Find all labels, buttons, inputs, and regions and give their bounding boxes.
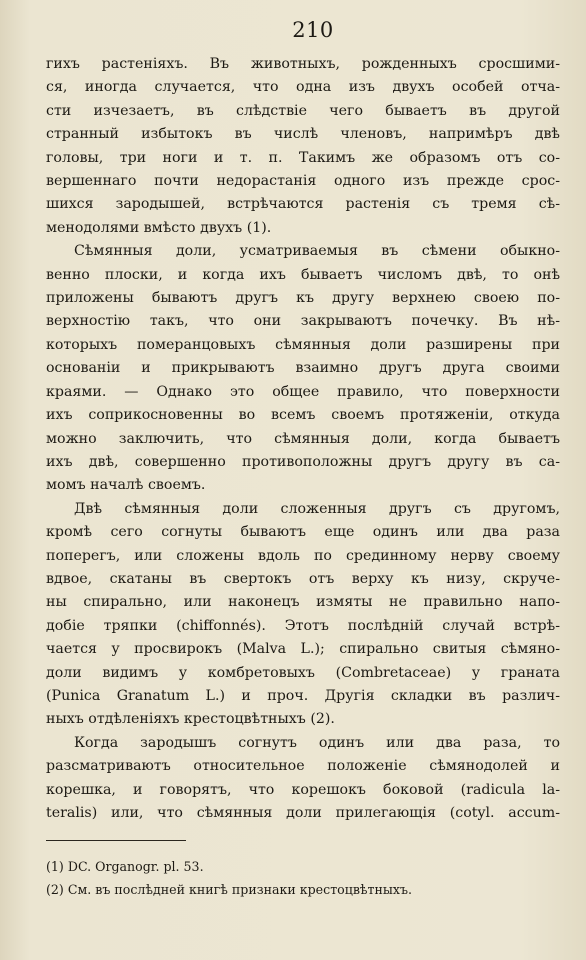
text-line: ся, иногда случается, что одна изъ двухъ особей отча- [46,79,560,96]
text-line: краями. — Однако это общее правило, что поверхности [46,383,560,400]
paragraph-4 [46,732,560,826]
text-line: Двѣ сѣмянныя доли сложенныя другъ съ другомъ, [74,500,560,517]
text-line: можно заключить, что сѣмянныя доли, когда бываетъ [46,430,560,447]
footnotes [46,855,560,901]
text-line: которыхъ померанцовыхъ сѣмянныя доли разширены при [46,336,560,353]
text-line: вдвое, скатаны въ свертокъ отъ верху къ низу, скруче- [46,570,560,587]
text-line: приложены бываютъ другъ къ другу верхнею своею по- [46,290,560,307]
text-line: (Punica Granatum L.) и проч. Другія складки въ различ- [46,687,560,704]
text-line: Сѣмянныя доли, усматриваемыя въ сѣмени обыкно- [74,243,560,260]
text-line: основаніи и прикрываютъ взаимно другъ друга своими [46,360,560,377]
text-line: гихъ растеніяхъ. Въ животныхъ, рожденныхъ сросшими- [46,56,560,72]
text-line: чается у просвирокъ (Malva L.); спирально свитыя сѣмяно- [46,641,560,658]
footnote-divider [46,840,186,841]
paragraph-1 [46,53,560,240]
text-line: Когда зародышъ согнутъ одинъ или два раза, то [74,734,560,751]
text-line: странный избытокъ въ числѣ членовъ, напримѣръ двѣ [46,126,560,143]
text-line: ны спирально, или наконецъ измяты не правильно напо- [46,594,560,611]
text-line: поперегъ, или сложены вдоль по срединному нерву своему [46,547,560,564]
page-number: 210 [292,18,334,42]
text-line: корешка, и говорятъ, что корешокъ боковой (radicula la- [46,781,560,798]
text-line: доли видимъ у комбретовыхъ (Combretaceae) у граната [46,664,560,681]
text-line: кромѣ сего согнуты бываютъ еще одинъ или два раза [46,524,560,541]
body-text [46,53,560,825]
text-line: верхностію такъ, что они закрываютъ почечку. Въ нѣ- [46,313,560,330]
text-line: teralis) или, что сѣмянныя доли прилегающія (cotyl. accum- [46,805,560,821]
text-line: добіе тряпки (chiffonnés). Этотъ послѣдній случай встрѣ- [46,617,560,634]
paragraph-3 [46,498,560,732]
text-line: ихъ двѣ, совершенно противоположны другъ другу въ са- [46,453,560,470]
footnote-1: (1) DC. Organogr. pl. 53. [46,859,204,875]
text-line: вершеннаго почти недорастанія одного изъ прежде срос- [46,173,560,190]
text-line: менодолями вмѣсто двухъ (1). [46,219,272,236]
text-line: сти изчезаетъ, въ слѣдствіе чего бываетъ въ другой [46,102,560,119]
text-line: ихъ соприкосновенны во всемъ своемъ протяженіи, откуда [46,407,560,424]
text-line: момъ началѣ своемъ. [46,477,206,494]
text-line: головы, три ноги и т. п. Такимъ же образомъ отъ со- [46,149,560,166]
footnote-2: (2) См. въ послѣдней книгѣ признаки крестоцвѣтныхъ. [46,882,413,898]
paragraph-2 [46,240,560,497]
text-line: разсматриваютъ относительное положеніе сѣмянодолей и [46,758,560,775]
text-line: ныхъ отдѣленіяхъ крестоцвѣтныхъ (2). [46,711,335,728]
text-line: венно плоски, и когда ихъ бываетъ числомъ двѣ, то онѣ [46,266,560,283]
text-line: шихся зародышей, встрѣчаются растенія съ тремя сѣ- [46,196,560,213]
